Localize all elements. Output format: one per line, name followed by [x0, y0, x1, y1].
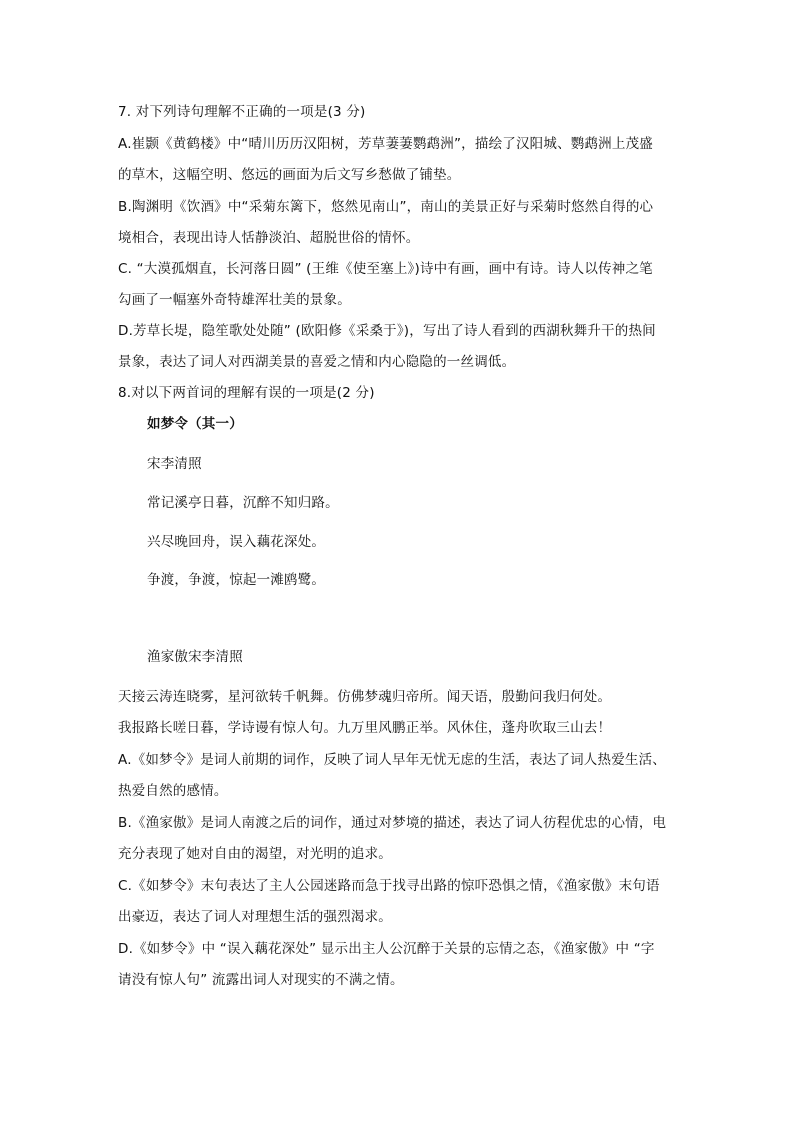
poem2-line1: 天接云涛连晓雾，星河欲转千帆舞。仿佛梦魂归帝所。闻天语，殷勤问我归何处。	[118, 689, 612, 705]
q7-option-b-line2: 境相合，表现出诗人恬静淡泊、超脱世俗的情怀。	[118, 230, 420, 246]
question-8-stem: 8.对以下两首词的理解有误的一项是(2 分)	[118, 385, 375, 401]
q8-option-a-line2: 热爱自然的感情。	[118, 783, 228, 799]
q8-option-d-line2: 请没有惊人句” 流露出词人对现实的不满之情。	[118, 972, 404, 988]
poem1-title: 如梦令（其一）	[147, 416, 243, 432]
poem1-line2: 兴尽晚回舟，误入藕花深处。	[147, 534, 326, 550]
q7-option-a-line2: 的草木，这幅空明、悠远的画面为后文写乡愁做了铺垫。	[118, 167, 461, 183]
q8-option-b-line1: B.《渔家傲》是词人南渡之后的词作，通过对梦境的描述，表达了词人彷程优忠的心情，电	[118, 815, 667, 831]
poem2-title: 渔家傲宋李清照	[147, 649, 243, 665]
poem2-line2: 我报路长嗟日暮，学诗谩有惊人句。九万里风鹏正举。风休住，蓬舟吹取三山去！	[118, 720, 612, 736]
q7-option-c-line2: 勾画了一幅塞外奇特雄浑壮美的景象。	[118, 292, 351, 308]
question-7-stem: 7. 对下列诗句理解不正确的一项是(3 分)	[118, 104, 366, 120]
q8-option-a-line1: A.《如梦令》是词人前期的词作，反映了词人早年无忧无虑的生活，表达了词人热爱生活、	[118, 752, 666, 768]
poem1-line1: 常记溪亭日暮，沉醉不知归路。	[147, 495, 339, 511]
poem1-line3: 争渡，争渡，惊起一滩鸥鹭。	[147, 572, 326, 588]
q7-option-b-line1: B.陶渊明《饮酒》中“采菊东篱下，悠然见南山”，南山的美景正好与采菊时悠然自得的心	[118, 199, 654, 215]
q7-option-d-line1: D.芳草长堤，隐笙歌处处随” (欧阳修《采桑于》)，写出了诗人看到的西湖秋舞升干的热间	[118, 323, 656, 339]
q7-option-c-line1: C. “大漠孤烟直，长河落日圆” (王维《使至塞上》)诗中有画，画中有诗。诗人以传神之笔	[118, 261, 653, 277]
q8-option-d-line1: D.《如梦令》中 “误入藕花深处” 显示出主人公沉醉于关景的忘情之态，《渔家傲》中 “字	[118, 941, 655, 957]
q8-option-b-line2: 充分表现了她对自由的渴望，对光明的追求。	[118, 846, 392, 862]
q8-option-c-line2: 出豪迈，表达了词人对理想生活的强烈渴求。	[118, 909, 392, 925]
q8-option-c-line1: C.《如梦令》末句表达了主人公园迷路而急于找寻出路的惊吓恐惧之情，《渔家傲》末句语	[118, 878, 660, 894]
q7-option-d-line2: 景象，表达了词人对西湖美景的喜爱之情和内心隐隐的一丝调低。	[118, 354, 516, 370]
poem1-author: 宋李清照	[147, 456, 202, 472]
q7-option-a-line1: A.崔颢《黄鹤楼》中“晴川历历汉阳树，芳草萋萋鹦鹉洲”，描绘了汉阳城、鹦鹉洲上茂盛	[118, 136, 653, 152]
